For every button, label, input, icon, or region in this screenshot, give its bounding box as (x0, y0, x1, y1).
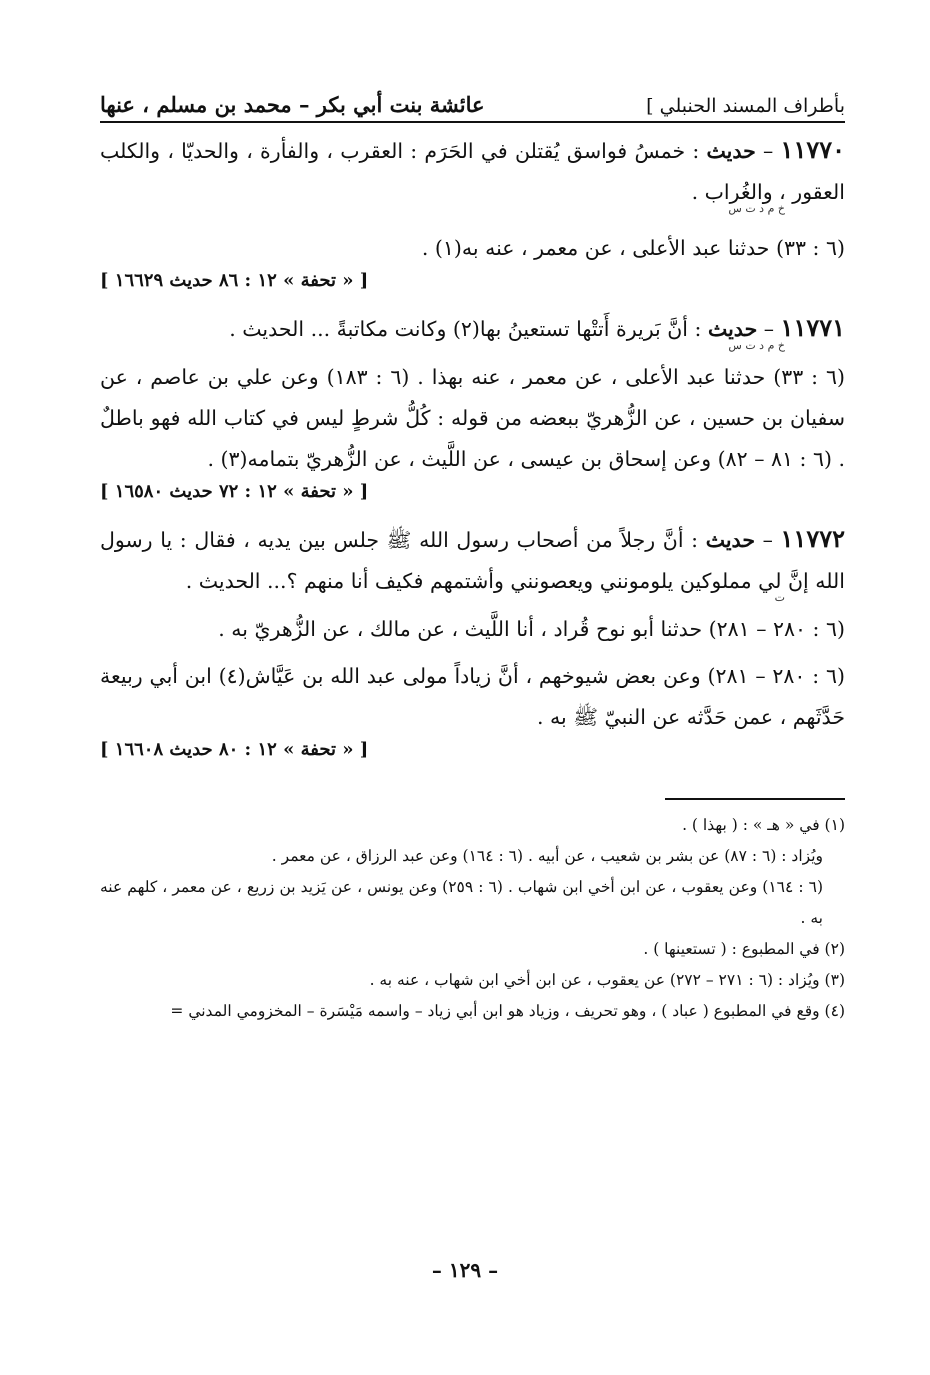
hadith-body: : خمسُ فواسق يُقتلن في الحَرَم : العقرب ، والفأرة ، والحديّا ، والكلب العقور ، والغُراب . (100, 139, 845, 204)
hadith-text: ١١٧٧١ – حديث : أنَّ بَريرة أَتتْها تستعينُ بها(٢) وكانت مكاتبةً ... الحديث . (229, 313, 845, 342)
collection-symbols: خ م د ت س (728, 202, 785, 215)
footnote: (١) في « هـ » : ( بهذا ) . (682, 816, 845, 834)
book-page (100, 92, 845, 1027)
hadith-sanad: (٦ : ٣٣) حدثنا عبد الأعلى ، عن معمر ، عنه بهذا . (٦ : ١٨٣) وعن علي بن عاصم ، عن سفيان بن حسين ، عن الزُّهريّ ببعضه من قوله : كُلُّ شرطٍ ليس في كتاب الله فهو باطلٌ . (٦ : ٨١ – ٨٢) وعن إسحاق بن عيسى ، عن اللَّيث ، عن الزُّهريّ بتمامه(٣) . (100, 365, 846, 471)
collection-symbols: خ م د ت س (728, 339, 785, 352)
hadith-text: ١١٧٧٢ – حديث : أنَّ رجلاً من أصحاب رسول الله ﷺ جلس بين يديه ، فقال : يا رسول الله إنَّ لي مملوكين يلومونني ويعصونني وأشتمهم فكيف أنا منهم ؟... الحديث . (100, 524, 845, 593)
running-header (100, 92, 845, 123)
tuhfa-reference: [ « تحفة » ١٢ : ٧٢ حديث ١٦٥٨٠ ] (100, 481, 369, 502)
hadith-label: حديث (707, 317, 758, 341)
footnote: (٢) في المطبوع : ( تستعينها ) . (643, 940, 845, 958)
page-number: – ١٢٩ – (431, 1258, 499, 1282)
footnote: (٣) ويُزاد : (٦ : ٢٧١ – ٢٧٢) عن يعقوب ، عن ابن أخي ابن شهاب ، عنه به . (369, 971, 845, 989)
footnote: (٤) وقع في المطبوع ( عباد ) ، وهو تحريف ، وزياد هو ابن أبي زياد – واسمه مَيْسَرة – المخزومي المدني = (170, 1002, 845, 1020)
hadith-number: ١١٧٧٠ (780, 135, 845, 164)
footnotes (100, 810, 845, 1027)
footnote: ويُزاد : (٦ : ٨٧) عن بشر بن شعيب ، عن أبيه . (٦ : ١٦٤) وعن عبد الرزاق ، عن معمر . (271, 847, 823, 865)
footnote-separator (665, 798, 845, 800)
hadith-number: ١١٧٧٢ (780, 524, 845, 553)
hadith-label: حديث (706, 139, 756, 163)
hadith-entry (100, 518, 845, 762)
hadith-sanad: (٦ : ٢٨٠ – ٢٨١) حدثنا أبو نوح قُراد ، أنا اللَّيث ، عن مالك ، عن الزُّهريّ به . (218, 617, 845, 641)
tuhfa-reference: [ « تحفة » ١٢ : ٨٦ حديث ١٦٦٢٩ ] (100, 270, 369, 291)
hadith-sanad: (٦ : ٣٣) حدثنا عبد الأعلى ، عن معمر ، عنه به(١) . (421, 236, 845, 260)
hadith-sanad: (٦ : ٢٨٠ – ٢٨١) وعن بعض شيوخهم ، أنَّ زياداً مولى عبد الله بن عَيَّاش(٤) ابن أبي ربيعة حَدَّثَهم ، عمن حَدَّثه عن النبيّ ﷺ به . (100, 664, 845, 729)
hadith-body: : أنَّ بَريرة أَتتْها تستعينُ بها(٢) وكانت مكاتبةً ... الحديث . (229, 317, 702, 341)
collection-symbols: ت (774, 591, 785, 604)
tuhfa-reference: [ « تحفة » ١٢ : ٨٠ حديث ١٦٦٠٨ ] (100, 739, 369, 760)
hadith-entry (100, 307, 845, 504)
hadith-text: ١١٧٧٠ – حديث : خمسُ فواسق يُقتلن في الحَرَم : العقرب ، والفأرة ، والحديّا ، والكلب العقور ، والغُراب . (100, 135, 845, 204)
hadith-number: ١١٧٧١ (780, 313, 845, 342)
footnote: (٦ : ١٦٤) وعن يعقوب ، عن ابن أخي ابن شهاب . (٦ : ٢٥٩) وعن يونس ، عن يَزيد بن زريع ، عن معمر ، كلهم عنه به . (100, 878, 824, 927)
header-section-title: عائشة بنت أبي بكر – محمد بن مسلم ، عنها (100, 92, 485, 117)
hadith-entry (100, 129, 845, 293)
hadith-body: : أنَّ رجلاً من أصحاب رسول الله ﷺ جلس بين يديه ، فقال : يا رسول الله إنَّ لي مملوكين يلومونني ويعصونني وأشتمهم فكيف أنا منهم ؟... الحديث . (100, 528, 845, 593)
header-book-title: بأطراف المسند الحنبلي ] (646, 95, 845, 117)
hadith-label: حديث (705, 528, 755, 552)
